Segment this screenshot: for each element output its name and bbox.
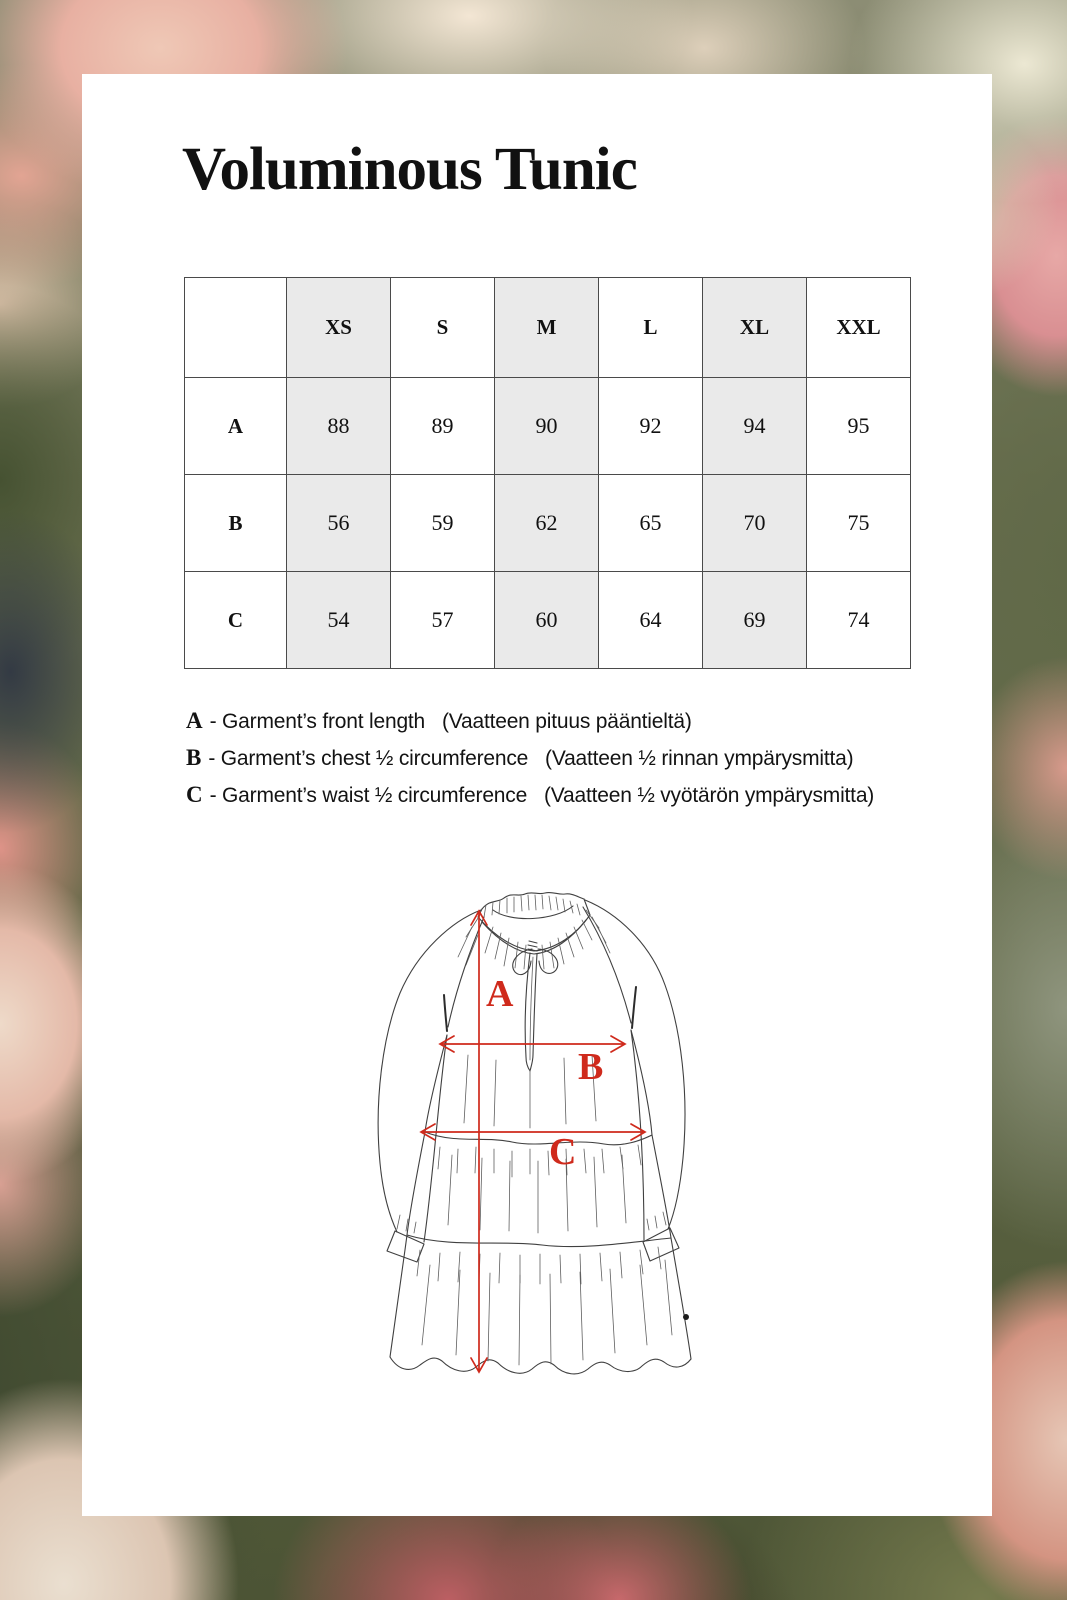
measurement-legend	[186, 708, 874, 819]
legend-line-a	[186, 708, 874, 745]
legend-line-c	[186, 782, 874, 819]
column-header-m: M	[495, 278, 599, 378]
measure-a-line	[471, 911, 487, 1372]
row-label: C	[185, 572, 287, 669]
column-header-s: S	[391, 278, 495, 378]
table-cell: 90	[495, 378, 599, 475]
legend-key: B	[186, 745, 202, 770]
tunic-measurement-diagram	[360, 865, 770, 1385]
column-header-xs: XS	[287, 278, 391, 378]
measurement-overlay	[421, 911, 645, 1372]
row-label: A	[185, 378, 287, 475]
table-cell: 69	[703, 572, 807, 669]
table-cell: 57	[391, 572, 495, 669]
collar	[458, 892, 610, 969]
legend-line-b	[186, 745, 874, 782]
table-row-a	[185, 378, 911, 475]
table-cell: 62	[495, 475, 599, 572]
table-cell: 95	[807, 378, 911, 475]
legend-text: - Garment’s front length (Vaatteen pituus pääntieltä)	[209, 710, 692, 733]
table-cell: 89	[391, 378, 495, 475]
table-cell: 94	[703, 378, 807, 475]
table-cell: 70	[703, 475, 807, 572]
corner-cell	[185, 278, 287, 378]
table-cell: 54	[287, 572, 391, 669]
table-cell: 92	[599, 378, 703, 475]
table-cell: 60	[495, 572, 599, 669]
row-label: B	[185, 475, 287, 572]
legend-text: - Garment’s waist ½ circumference (Vaatteen ½ vyötärön ympärysmitta)	[209, 784, 875, 807]
tunic-body	[390, 1030, 691, 1374]
table-row-c	[185, 572, 911, 669]
table-cell: 65	[599, 475, 703, 572]
legend-key: C	[186, 782, 203, 807]
table-cell: 75	[807, 475, 911, 572]
table-cell: 74	[807, 572, 911, 669]
size-chart-card	[82, 74, 992, 1516]
measure-label-c: C	[549, 1131, 577, 1173]
size-table	[184, 277, 911, 669]
page-title: Voluminous Tunic	[182, 136, 637, 203]
measure-label-a: A	[486, 973, 514, 1015]
table-row-b	[185, 475, 911, 572]
column-header-xl: XL	[703, 278, 807, 378]
measure-label-b: B	[578, 1046, 604, 1088]
table-cell: 64	[599, 572, 703, 669]
table-cell: 56	[287, 475, 391, 572]
neck-tie-bow	[513, 941, 558, 1071]
table-cell: 88	[287, 378, 391, 475]
column-header-xxl: XXL	[807, 278, 911, 378]
legend-key: A	[186, 708, 203, 733]
fabric-dot	[683, 1314, 689, 1320]
table-cell: 59	[391, 475, 495, 572]
measure-c-line	[421, 1124, 645, 1140]
size-table-header-row	[185, 278, 911, 378]
legend-text: - Garment’s chest ½ circumference (Vaatteen ½ rinnan ympärysmitta)	[208, 747, 854, 770]
column-header-l: L	[599, 278, 703, 378]
tunic-line-art	[360, 865, 770, 1385]
sleeves	[378, 900, 685, 1262]
